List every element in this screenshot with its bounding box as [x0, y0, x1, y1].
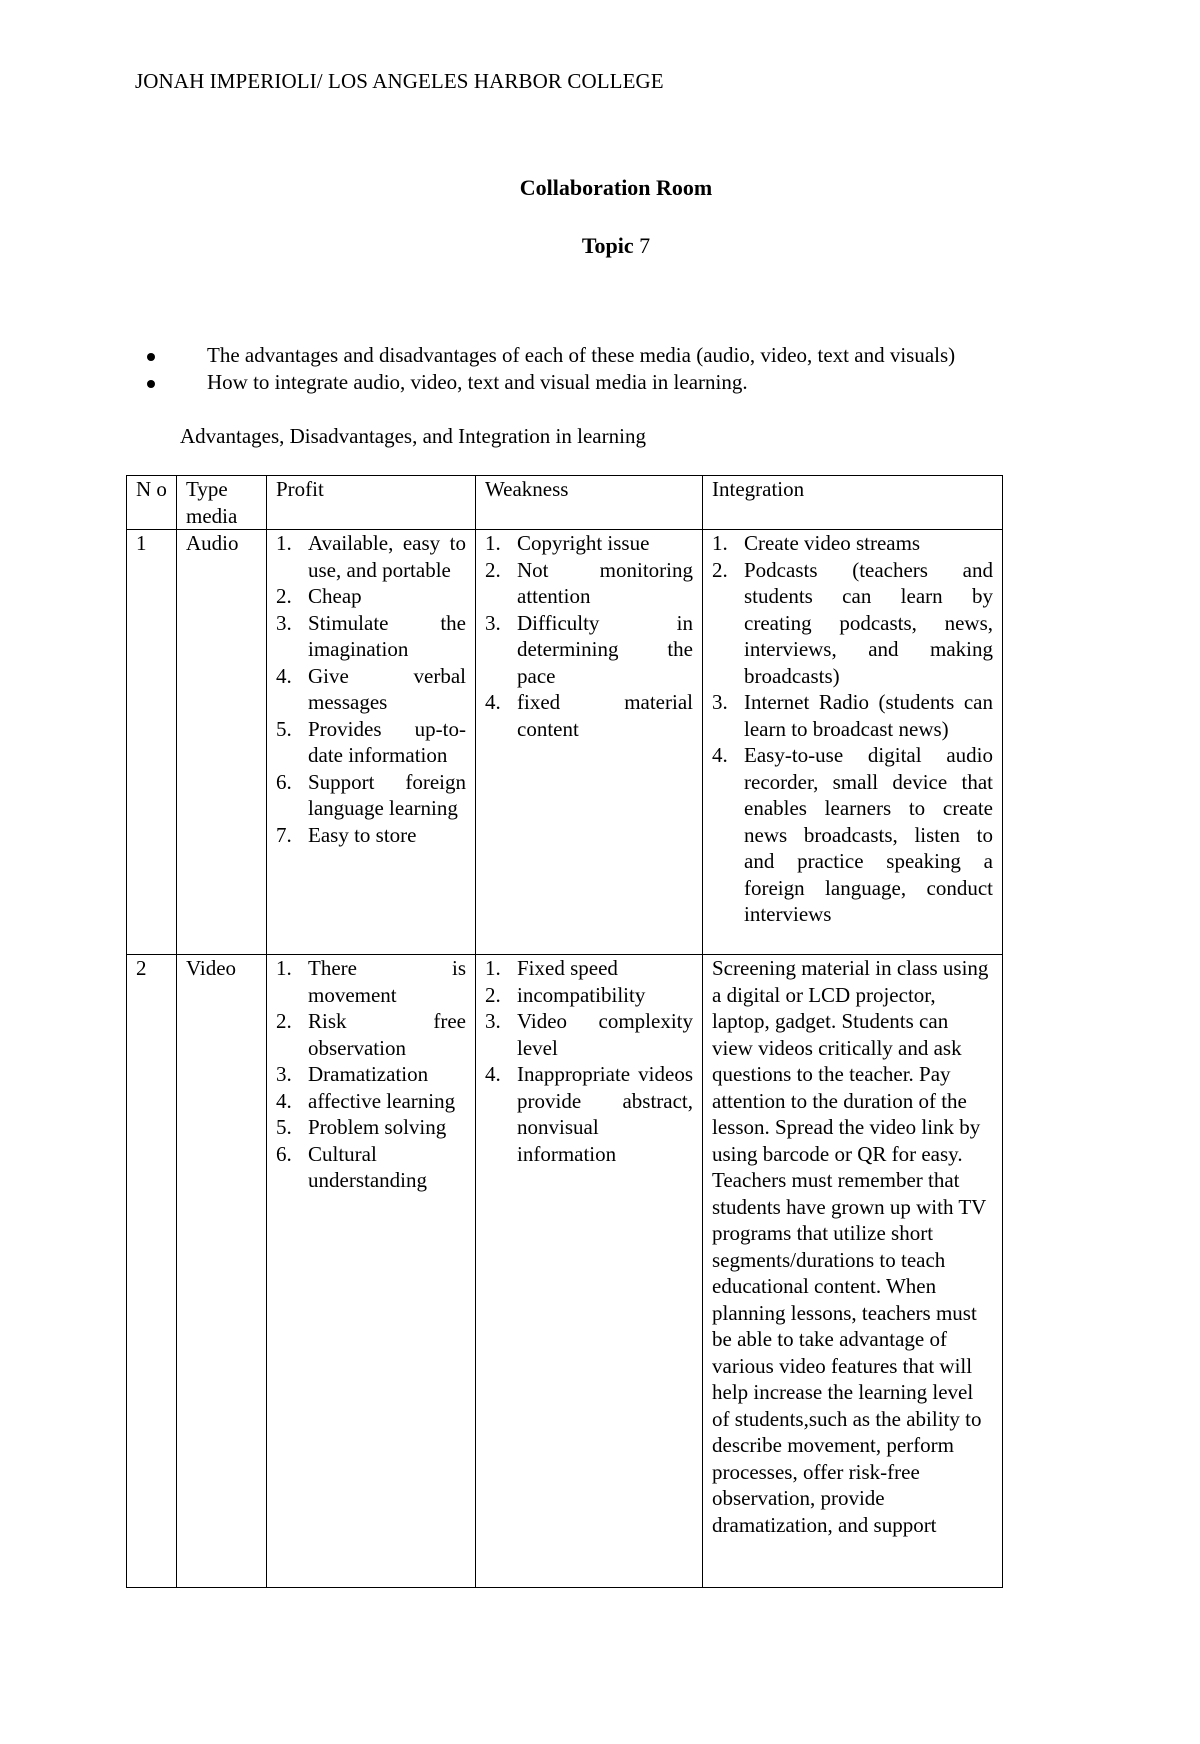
- cell-integration: Screening material in class using a digital or LCD projector, laptop, gadget. Students can view videos critically and ask questions to the teacher. Pay attention to the duration of the lesson. Spread the video link by using barcode or QR for easy. Teachers must remember that students have grown up with TV programs that utilize short segments/durations to teach educational content. When planning lessons, teachers must be able to take advantage of various video features that will help increase the learning level of students,such as the ability to describe movement, perform processes, offer risk-free observation, provide dramatization, and support: [703, 955, 1003, 1588]
- cell-type: Audio: [177, 530, 267, 955]
- bullet-text: How to integrate audio, video, text and visual media in learning.: [207, 370, 748, 394]
- list-item: 3. Internet Radio (students can learn to broadcast news): [712, 690, 993, 741]
- header-weakness: Weakness: [476, 476, 703, 530]
- list-item: 6. Support foreign language learning: [276, 769, 466, 820]
- profit-list: [276, 530, 466, 848]
- header-type-media: Type media: [177, 476, 267, 530]
- cell-no: 1: [127, 530, 177, 955]
- list-item: 5. Provides up-to-date information: [276, 716, 466, 767]
- table-row: [127, 530, 1003, 955]
- table-caption: Advantages, Disadvantages, and Integration in learning: [180, 424, 646, 448]
- list-item: 4. affective learning: [276, 1088, 456, 1113]
- bullet-dot-icon: [147, 380, 155, 388]
- list-item: 4. Give verbal messages: [276, 663, 466, 714]
- list-item: 6. Cultural understanding: [276, 1141, 427, 1192]
- list-item: 1. Create video streams: [712, 531, 921, 555]
- table-row: [127, 955, 1003, 1588]
- list-item: 2. incompatibility: [485, 982, 646, 1007]
- cell-integration: [703, 530, 1003, 955]
- media-comparison-table: [126, 475, 1003, 1588]
- cell-type: Video: [177, 955, 267, 1588]
- list-item: 3. Dramatization: [276, 1062, 429, 1086]
- list-item: 1. There is movement: [276, 956, 466, 1007]
- list-item: 2. Risk free observation: [276, 1009, 466, 1060]
- list-item: 7. Easy to store: [276, 822, 417, 847]
- list-item: 1. Copyright issue: [485, 531, 650, 555]
- bullet-item: [135, 342, 955, 369]
- weakness-list: [485, 955, 693, 1167]
- list-item: 3. Video complexity level: [485, 1009, 693, 1060]
- profit-list: [276, 955, 466, 1194]
- list-item: 2. Podcasts (teachers and students can learn by creating podcasts, news, interviews, and making broadcasts): [712, 557, 993, 688]
- list-item: 5. Problem solving: [276, 1115, 447, 1139]
- topic-heading: [0, 233, 1200, 260]
- cell-weakness: [476, 955, 703, 1588]
- list-item: 4. Inappropriate videos provide abstract, nonvisual information: [485, 1062, 693, 1166]
- list-item: 2. Cheap: [276, 584, 362, 608]
- list-item: 4. fixed material content: [485, 690, 693, 741]
- header-no: N o: [127, 476, 177, 530]
- header-profit: Profit: [267, 476, 476, 530]
- list-item: 4. Easy-to-use digital audio recorder, small device that enables learners to create news broadcasts, listen to and practice speaking a foreign language, conduct interviews: [712, 743, 993, 926]
- page-header: JONAH IMPERIOLI/ LOS ANGELES HARBOR COLLEGE: [135, 69, 664, 93]
- list-item: 1. Available, easy to use, and portable: [276, 531, 466, 582]
- list-item: 3. Stimulate the imagination: [276, 610, 466, 661]
- integration-list: [712, 530, 993, 928]
- cell-profit: [267, 955, 476, 1588]
- bullet-list: [135, 342, 955, 396]
- cell-profit: [267, 530, 476, 955]
- topic-label: Topic: [581, 233, 634, 258]
- header-integration: Integration: [703, 476, 1003, 530]
- list-item: 1. Fixed speed: [485, 956, 618, 980]
- cell-weakness: [476, 530, 703, 955]
- list-item: 3. Difficulty in determining the pace: [485, 610, 693, 688]
- document-title: Collaboration Room: [519, 175, 713, 200]
- weakness-list: [485, 530, 693, 742]
- cell-no: 2: [127, 955, 177, 1588]
- bullet-text: The advantages and disadvantages of each of these media (audio, video, text and visuals): [207, 343, 956, 367]
- bullet-dot-icon: [147, 353, 155, 361]
- topic-number: 7: [639, 233, 651, 258]
- table-header-row: [127, 476, 1003, 530]
- bullet-item: [135, 369, 955, 396]
- list-item: 2. Not monitoring attention: [485, 557, 693, 608]
